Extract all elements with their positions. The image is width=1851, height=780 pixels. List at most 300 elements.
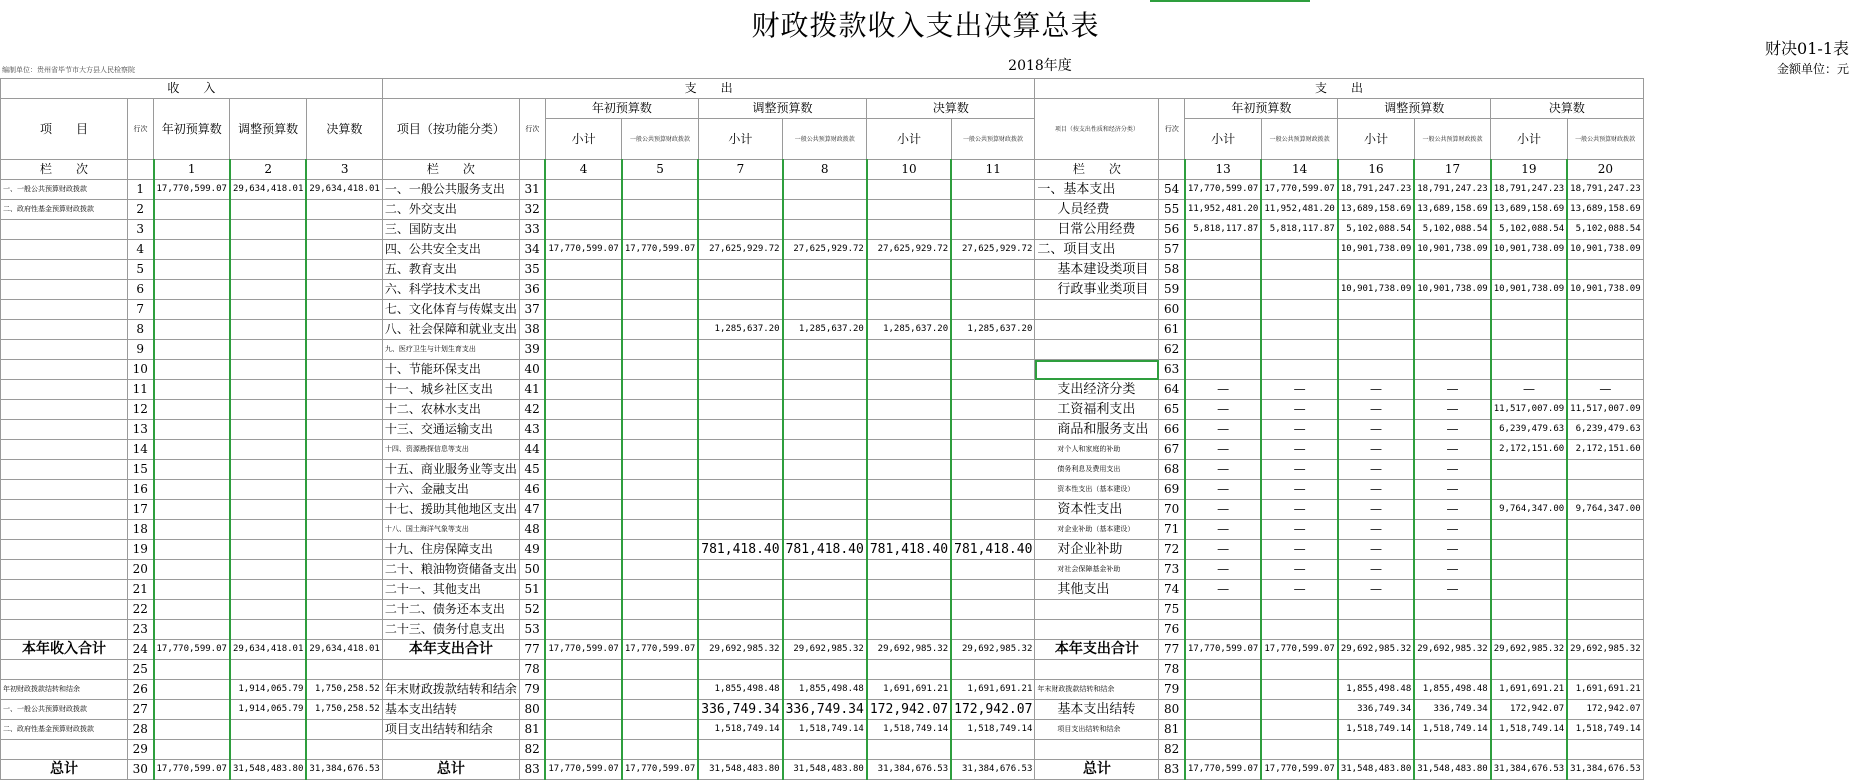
expense-func-value[interactable] xyxy=(867,300,951,320)
income-item[interactable]: 本年收入合计 xyxy=(1,640,128,660)
income-rowno[interactable]: 12 xyxy=(128,400,154,420)
income-value[interactable]: 17,770,599.07 xyxy=(154,760,230,780)
expense-econ-value[interactable]: — xyxy=(1185,400,1261,420)
expense-econ-rowno[interactable]: 70 xyxy=(1159,500,1185,520)
income-item[interactable] xyxy=(1,320,128,340)
expense-econ-item[interactable] xyxy=(1035,620,1159,640)
income-value[interactable] xyxy=(306,660,382,680)
expense-econ-value[interactable]: — xyxy=(1261,480,1337,500)
income-value[interactable]: 1,750,258.52 xyxy=(306,700,382,720)
expense-econ-value[interactable]: — xyxy=(1261,560,1337,580)
expense-func-value[interactable] xyxy=(698,520,782,540)
expense-func-value[interactable]: 172,942.07 xyxy=(867,700,951,720)
ystart-header[interactable]: 年初预算数 xyxy=(154,99,230,160)
expense-func-value[interactable]: 27,625,929.72 xyxy=(867,240,951,260)
income-item[interactable] xyxy=(1,620,128,640)
income-value[interactable] xyxy=(230,480,306,500)
expense-econ-value[interactable] xyxy=(1414,320,1490,340)
income-item[interactable]: 一、一般公共预算财政拨款 xyxy=(1,700,128,720)
expense-econ-value[interactable]: 17,770,599.07 xyxy=(1185,180,1261,200)
expense-func-value[interactable] xyxy=(622,260,698,280)
expense-func-item[interactable]: 十一、城乡社区支出 xyxy=(382,380,519,400)
col-number[interactable]: 2 xyxy=(230,160,306,180)
expense-econ-value[interactable]: — xyxy=(1414,500,1490,520)
expense-func-value[interactable] xyxy=(698,400,782,420)
expense-econ-value[interactable] xyxy=(1491,340,1567,360)
expense-econ-value[interactable]: 1,518,749.14 xyxy=(1491,720,1567,740)
expense-func-value[interactable] xyxy=(951,340,1035,360)
income-item[interactable]: 年初财政拨款结转和结余 xyxy=(1,680,128,700)
expense-func-value[interactable] xyxy=(545,200,621,220)
expense-econ-item[interactable]: 债务利息及费用支出 xyxy=(1035,460,1159,480)
expense-econ-value[interactable]: — xyxy=(1338,480,1414,500)
income-value[interactable] xyxy=(154,420,230,440)
func-item-header[interactable]: 项目（按功能分类） xyxy=(382,99,519,160)
expense-econ-item[interactable]: 基本支出结转 xyxy=(1035,700,1159,720)
expense-econ-value[interactable] xyxy=(1261,280,1337,300)
rowno-header-mid[interactable]: 行次 xyxy=(519,99,545,160)
expense-econ-value[interactable] xyxy=(1185,600,1261,620)
expense-econ-value[interactable] xyxy=(1491,660,1567,680)
col-number[interactable]: 10 xyxy=(867,160,951,180)
expense-func-item[interactable]: 四、公共安全支出 xyxy=(382,240,519,260)
subtotal-header-mid[interactable]: 小计 xyxy=(867,119,951,160)
expense-econ-value[interactable]: 18,791,247.23 xyxy=(1414,180,1490,200)
expense-econ-value[interactable]: — xyxy=(1414,440,1490,460)
expense-func-value[interactable] xyxy=(951,380,1035,400)
expense-econ-rowno[interactable]: 71 xyxy=(1159,520,1185,540)
income-item[interactable] xyxy=(1,420,128,440)
expense-econ-value[interactable] xyxy=(1414,300,1490,320)
expense-func-rowno[interactable]: 31 xyxy=(519,180,545,200)
expense-func-value[interactable]: 27,625,929.72 xyxy=(951,240,1035,260)
expense-func-value[interactable] xyxy=(867,480,951,500)
expense-func-value[interactable] xyxy=(783,360,867,380)
col-number[interactable]: 11 xyxy=(951,160,1035,180)
income-value[interactable] xyxy=(306,200,382,220)
expense-econ-value[interactable] xyxy=(1414,660,1490,680)
expense-func-value[interactable] xyxy=(622,180,698,200)
expense-econ-item[interactable]: 项目支出结转和结余 xyxy=(1035,720,1159,740)
expense-func-value[interactable] xyxy=(698,200,782,220)
expense-econ-value[interactable]: — xyxy=(1261,580,1337,600)
expense-econ-value[interactable]: — xyxy=(1338,380,1414,400)
expense-func-rowno[interactable]: 48 xyxy=(519,520,545,540)
expense-econ-value[interactable]: 9,764,347.00 xyxy=(1567,500,1643,520)
expense-func-item[interactable]: 十三、交通运输支出 xyxy=(382,420,519,440)
col-number[interactable]: 5 xyxy=(622,160,698,180)
income-value[interactable] xyxy=(230,420,306,440)
expense-func-value[interactable] xyxy=(951,560,1035,580)
income-value[interactable] xyxy=(306,520,382,540)
expense-econ-value[interactable]: — xyxy=(1338,440,1414,460)
expense-econ-value[interactable]: 13,689,158.69 xyxy=(1567,200,1643,220)
expense-econ-value[interactable] xyxy=(1414,620,1490,640)
income-value[interactable] xyxy=(154,280,230,300)
expense-econ-rowno[interactable]: 81 xyxy=(1159,720,1185,740)
expense-econ-value[interactable] xyxy=(1261,700,1337,720)
expense-econ-value[interactable] xyxy=(1491,620,1567,640)
expense-func-value[interactable] xyxy=(622,660,698,680)
income-item[interactable] xyxy=(1,600,128,620)
expense-func-value[interactable] xyxy=(545,380,621,400)
expense-func-value[interactable] xyxy=(698,740,782,760)
expense-econ-value[interactable]: 172,942.07 xyxy=(1567,700,1643,720)
ystart-header-mid[interactable]: 年初预算数 xyxy=(545,99,698,119)
expense-econ-value[interactable]: 2,172,151.60 xyxy=(1491,440,1567,460)
income-value[interactable] xyxy=(306,420,382,440)
expense-func-value[interactable]: 17,770,599.07 xyxy=(622,240,698,260)
expense-func-value[interactable] xyxy=(698,560,782,580)
income-rowno[interactable]: 28 xyxy=(128,720,154,740)
expense-econ-value[interactable]: 17,770,599.07 xyxy=(1261,760,1337,780)
colno-empty-right[interactable] xyxy=(1159,160,1185,180)
expense-econ-value[interactable] xyxy=(1567,480,1643,500)
income-rowno[interactable]: 21 xyxy=(128,580,154,600)
adj-header[interactable]: 调整预算数 xyxy=(230,99,306,160)
expense-econ-value[interactable] xyxy=(1567,340,1643,360)
expense-func-value[interactable] xyxy=(867,440,951,460)
expense-func-value[interactable] xyxy=(867,740,951,760)
expense-econ-value[interactable]: — xyxy=(1185,380,1261,400)
expense-func-item[interactable]: 年末财政拨款结转和结余 xyxy=(382,680,519,700)
expense-econ-value[interactable]: — xyxy=(1261,420,1337,440)
expense-func-value[interactable] xyxy=(545,360,621,380)
expense-func-rowno[interactable]: 51 xyxy=(519,580,545,600)
expense-econ-value[interactable] xyxy=(1261,620,1337,640)
expense-func-item[interactable]: 六、科学技术支出 xyxy=(382,280,519,300)
expense-econ-value[interactable]: 6,239,479.63 xyxy=(1567,420,1643,440)
expense-func-value[interactable]: 781,418.40 xyxy=(951,540,1035,560)
expense-func-value[interactable] xyxy=(867,220,951,240)
income-rowno[interactable]: 14 xyxy=(128,440,154,460)
expense-econ-value[interactable] xyxy=(1185,260,1261,280)
expense-func-value[interactable]: 27,625,929.72 xyxy=(698,240,782,260)
expense-econ-value[interactable] xyxy=(1261,260,1337,280)
expense-func-value[interactable] xyxy=(545,620,621,640)
expense-func-item[interactable]: 二十二、债务还本支出 xyxy=(382,600,519,620)
income-value[interactable] xyxy=(230,220,306,240)
expense-econ-item[interactable]: 其他支出 xyxy=(1035,580,1159,600)
expense-func-value[interactable] xyxy=(545,440,621,460)
income-value[interactable]: 31,548,483.80 xyxy=(230,760,306,780)
expense-econ-rowno[interactable]: 67 xyxy=(1159,440,1185,460)
expense-func-value[interactable] xyxy=(698,180,782,200)
expense-func-value[interactable] xyxy=(622,420,698,440)
income-item[interactable] xyxy=(1,440,128,460)
income-value[interactable] xyxy=(154,260,230,280)
expense-func-value[interactable] xyxy=(867,340,951,360)
rowno-header[interactable]: 行次 xyxy=(128,99,154,160)
income-rowno[interactable]: 3 xyxy=(128,220,154,240)
expense-func-value[interactable] xyxy=(951,180,1035,200)
expense-econ-item[interactable] xyxy=(1035,600,1159,620)
expense-econ-value[interactable] xyxy=(1491,580,1567,600)
expense-func-value[interactable] xyxy=(545,320,621,340)
income-value[interactable] xyxy=(306,600,382,620)
income-value[interactable] xyxy=(154,240,230,260)
income-item[interactable] xyxy=(1,300,128,320)
expense-econ-value[interactable] xyxy=(1185,340,1261,360)
expense-func-item[interactable]: 总计 xyxy=(382,760,519,780)
expense-func-value[interactable]: 1,285,637.20 xyxy=(951,320,1035,340)
expense-econ-value[interactable]: 29,692,985.32 xyxy=(1567,640,1643,660)
expense-func-rowno[interactable]: 50 xyxy=(519,560,545,580)
expense-econ-value[interactable]: 336,749.34 xyxy=(1338,700,1414,720)
expense-econ-rowno[interactable]: 75 xyxy=(1159,600,1185,620)
income-value[interactable] xyxy=(306,500,382,520)
expense-func-value[interactable] xyxy=(867,620,951,640)
genpub-header-mid[interactable]: 一般公共预算财政拨款 xyxy=(622,119,698,160)
expense-func-rowno[interactable]: 40 xyxy=(519,360,545,380)
expense-econ-value[interactable] xyxy=(1414,340,1490,360)
expense-func-value[interactable]: 17,770,599.07 xyxy=(545,240,621,260)
expense-func-value[interactable] xyxy=(545,560,621,580)
income-value[interactable] xyxy=(230,500,306,520)
expense-econ-value[interactable] xyxy=(1491,300,1567,320)
expense-func-value[interactable] xyxy=(545,220,621,240)
expense-econ-value[interactable] xyxy=(1338,600,1414,620)
expense-econ-item[interactable]: 对个人和家庭的补助 xyxy=(1035,440,1159,460)
expense-func-value[interactable] xyxy=(622,340,698,360)
income-value[interactable] xyxy=(230,200,306,220)
income-value[interactable] xyxy=(306,240,382,260)
income-value[interactable] xyxy=(230,540,306,560)
expense-func-value[interactable] xyxy=(545,580,621,600)
income-item[interactable] xyxy=(1,660,128,680)
expense-econ-value[interactable]: 10,901,738.09 xyxy=(1491,280,1567,300)
income-rowno[interactable]: 24 xyxy=(128,640,154,660)
expense-econ-value[interactable] xyxy=(1338,620,1414,640)
expense-func-value[interactable]: 1,691,691.21 xyxy=(867,680,951,700)
expense-func-rowno[interactable]: 52 xyxy=(519,600,545,620)
expense-func-value[interactable] xyxy=(867,560,951,580)
expense-econ-value[interactable]: 13,689,158.69 xyxy=(1491,200,1567,220)
expense-func-value[interactable] xyxy=(951,220,1035,240)
expense-econ-item[interactable]: 本年支出合计 xyxy=(1035,640,1159,660)
expense-econ-value[interactable]: 31,548,483.80 xyxy=(1338,760,1414,780)
expense-econ-value[interactable] xyxy=(1491,480,1567,500)
income-rowno[interactable]: 5 xyxy=(128,260,154,280)
expense-func-item[interactable]: 二十一、其他支出 xyxy=(382,580,519,600)
expense-func-rowno[interactable]: 39 xyxy=(519,340,545,360)
income-header[interactable]: 收 入 xyxy=(1,79,383,99)
expense-func-value[interactable] xyxy=(698,600,782,620)
expense-func-item[interactable]: 项目支出结转和结余 xyxy=(382,720,519,740)
expense-econ-item[interactable]: 人员经费 xyxy=(1035,200,1159,220)
expense-func-value[interactable]: 31,384,676.53 xyxy=(951,760,1035,780)
expense-func-value[interactable] xyxy=(622,560,698,580)
expense-func-value[interactable]: 31,384,676.53 xyxy=(867,760,951,780)
expense-func-value[interactable] xyxy=(951,420,1035,440)
income-value[interactable] xyxy=(154,460,230,480)
income-item[interactable]: 二、政府性基金预算财政拨款 xyxy=(1,200,128,220)
expense-func-value[interactable] xyxy=(867,360,951,380)
income-rowno[interactable]: 17 xyxy=(128,500,154,520)
income-value[interactable] xyxy=(306,220,382,240)
expense-econ-value[interactable]: — xyxy=(1414,420,1490,440)
income-value[interactable] xyxy=(230,560,306,580)
income-value[interactable]: 29,634,418.01 xyxy=(306,180,382,200)
expense-econ-item[interactable] xyxy=(1035,660,1159,680)
col-number[interactable]: 19 xyxy=(1491,160,1567,180)
expense-func-value[interactable]: 1,855,498.48 xyxy=(783,680,867,700)
expense-econ-item[interactable]: 行政事业类项目 xyxy=(1035,280,1159,300)
expense-econ-value[interactable] xyxy=(1338,360,1414,380)
expense-econ-value[interactable] xyxy=(1491,360,1567,380)
expense-econ-item[interactable]: 商品和服务支出 xyxy=(1035,420,1159,440)
expense-econ-value[interactable]: — xyxy=(1414,480,1490,500)
income-value[interactable] xyxy=(306,380,382,400)
expense-econ-value[interactable]: 336,749.34 xyxy=(1414,700,1490,720)
expense-func-rowno[interactable]: 38 xyxy=(519,320,545,340)
final-header-right[interactable]: 决算数 xyxy=(1491,99,1643,119)
expense-func-value[interactable] xyxy=(545,660,621,680)
expense-econ-value[interactable]: 1,518,749.14 xyxy=(1567,720,1643,740)
expense-econ-rowno[interactable]: 65 xyxy=(1159,400,1185,420)
expense-econ-value[interactable]: 5,818,117.87 xyxy=(1261,220,1337,240)
expense-func-rowno[interactable]: 81 xyxy=(519,720,545,740)
expense-func-item[interactable] xyxy=(382,740,519,760)
expense-econ-value[interactable] xyxy=(1338,660,1414,680)
expense-func-value[interactable] xyxy=(783,220,867,240)
expense-econ-item[interactable]: 总计 xyxy=(1035,760,1159,780)
expense-func-value[interactable] xyxy=(698,360,782,380)
expense-econ-value[interactable]: 11,517,007.09 xyxy=(1567,400,1643,420)
expense-func-value[interactable]: 1,855,498.48 xyxy=(698,680,782,700)
income-rowno[interactable]: 4 xyxy=(128,240,154,260)
expense-econ-value[interactable]: 5,102,088.54 xyxy=(1338,220,1414,240)
expense-econ-rowno[interactable]: 78 xyxy=(1159,660,1185,680)
expense-econ-rowno[interactable]: 57 xyxy=(1159,240,1185,260)
expense-func-value[interactable] xyxy=(951,580,1035,600)
expense-func-item[interactable]: 一、一般公共服务支出 xyxy=(382,180,519,200)
expense-func-value[interactable] xyxy=(783,300,867,320)
expense-func-value[interactable] xyxy=(867,180,951,200)
income-value[interactable]: 17,770,599.07 xyxy=(154,180,230,200)
expense-econ-item[interactable]: 支出经济分类 xyxy=(1035,380,1159,400)
rowno-header-right[interactable]: 行次 xyxy=(1159,99,1185,160)
expense-econ-value[interactable] xyxy=(1567,580,1643,600)
expense-func-value[interactable] xyxy=(622,400,698,420)
expense-func-value[interactable] xyxy=(783,620,867,640)
income-value[interactable] xyxy=(230,400,306,420)
colno-label[interactable]: 栏 次 xyxy=(1,160,128,180)
expense-func-value[interactable]: 17,770,599.07 xyxy=(545,640,621,660)
expense-econ-rowno[interactable]: 77 xyxy=(1159,640,1185,660)
income-value[interactable] xyxy=(306,620,382,640)
expense-econ-value[interactable]: — xyxy=(1414,520,1490,540)
expense-econ-value[interactable]: 10,901,738.09 xyxy=(1567,240,1643,260)
expense-econ-value[interactable]: 11,517,007.09 xyxy=(1491,400,1567,420)
subtotal-header-mid[interactable]: 小计 xyxy=(545,119,621,160)
expense-func-value[interactable] xyxy=(622,520,698,540)
income-rowno[interactable]: 15 xyxy=(128,460,154,480)
expense-econ-value[interactable]: 11,952,481.20 xyxy=(1185,200,1261,220)
income-value[interactable] xyxy=(306,320,382,340)
expense-econ-value[interactable]: — xyxy=(1414,400,1490,420)
expense-econ-value[interactable] xyxy=(1185,660,1261,680)
expense-econ-value[interactable] xyxy=(1491,260,1567,280)
expense-func-value[interactable] xyxy=(867,280,951,300)
income-item[interactable] xyxy=(1,560,128,580)
expense-econ-value[interactable]: 13,689,158.69 xyxy=(1414,200,1490,220)
expense-econ-rowno[interactable]: 80 xyxy=(1159,700,1185,720)
expense-econ-value[interactable] xyxy=(1567,520,1643,540)
income-value[interactable] xyxy=(230,300,306,320)
expense-econ-item[interactable]: 对企业补助 xyxy=(1035,540,1159,560)
income-value[interactable] xyxy=(230,600,306,620)
expense-func-item[interactable] xyxy=(382,660,519,680)
expense-func-value[interactable] xyxy=(622,380,698,400)
expense-func-item[interactable]: 二十三、债务付息支出 xyxy=(382,620,519,640)
expense-func-item[interactable]: 三、国防支出 xyxy=(382,220,519,240)
expense-econ-value[interactable]: — xyxy=(1414,540,1490,560)
expense-func-value[interactable] xyxy=(622,540,698,560)
expense-func-value[interactable]: 1,285,637.20 xyxy=(698,320,782,340)
expense-func-value[interactable] xyxy=(622,220,698,240)
expense-func-item[interactable]: 十四、资源勘探信息等支出 xyxy=(382,440,519,460)
expense-func-value[interactable] xyxy=(867,660,951,680)
income-value[interactable] xyxy=(154,220,230,240)
expense-econ-rowno[interactable]: 54 xyxy=(1159,180,1185,200)
expense-econ-value[interactable]: — xyxy=(1185,420,1261,440)
expense-econ-value[interactable] xyxy=(1567,360,1643,380)
expense-econ-value[interactable] xyxy=(1567,660,1643,680)
expense-func-value[interactable] xyxy=(545,480,621,500)
expense-func-item[interactable]: 十、节能环保支出 xyxy=(382,360,519,380)
expense-func-value[interactable]: 17,770,599.07 xyxy=(622,640,698,660)
expense-func-value[interactable] xyxy=(622,720,698,740)
income-item[interactable] xyxy=(1,380,128,400)
income-rowno[interactable]: 2 xyxy=(128,200,154,220)
expense-econ-value[interactable] xyxy=(1185,700,1261,720)
expense-func-value[interactable]: 17,770,599.07 xyxy=(622,760,698,780)
expense-func-value[interactable] xyxy=(698,660,782,680)
expense-func-rowno[interactable]: 44 xyxy=(519,440,545,460)
expense-econ-value[interactable] xyxy=(1414,740,1490,760)
expense-func-rowno[interactable]: 53 xyxy=(519,620,545,640)
income-value[interactable]: 29,634,418.01 xyxy=(230,180,306,200)
expense-func-item[interactable]: 九、医疗卫生与计划生育支出 xyxy=(382,340,519,360)
income-item[interactable]: 总计 xyxy=(1,760,128,780)
income-value[interactable] xyxy=(154,480,230,500)
expense-econ-value[interactable]: — xyxy=(1338,520,1414,540)
expense-econ-value[interactable] xyxy=(1414,600,1490,620)
income-value[interactable] xyxy=(230,360,306,380)
expense-econ-value[interactable] xyxy=(1491,740,1567,760)
expense-func-value[interactable]: 17,770,599.07 xyxy=(545,760,621,780)
income-value[interactable]: 1,914,065.79 xyxy=(230,700,306,720)
expense-econ-value[interactable]: 11,952,481.20 xyxy=(1261,200,1337,220)
expense-econ-value[interactable] xyxy=(1261,340,1337,360)
expense-func-value[interactable] xyxy=(622,500,698,520)
income-value[interactable] xyxy=(154,720,230,740)
expense-func-item[interactable]: 十六、金融支出 xyxy=(382,480,519,500)
income-value[interactable]: 1,750,258.52 xyxy=(306,680,382,700)
expense-func-value[interactable] xyxy=(783,460,867,480)
colno-empty[interactable] xyxy=(128,160,154,180)
expense-econ-value[interactable]: 18,791,247.23 xyxy=(1491,180,1567,200)
col-number[interactable]: 14 xyxy=(1261,160,1337,180)
income-rowno[interactable]: 19 xyxy=(128,540,154,560)
income-rowno[interactable]: 23 xyxy=(128,620,154,640)
income-value[interactable] xyxy=(306,300,382,320)
expense-func-value[interactable] xyxy=(622,600,698,620)
expense-func-value[interactable] xyxy=(545,720,621,740)
expense-func-value[interactable] xyxy=(951,200,1035,220)
expense-func-value[interactable] xyxy=(867,460,951,480)
